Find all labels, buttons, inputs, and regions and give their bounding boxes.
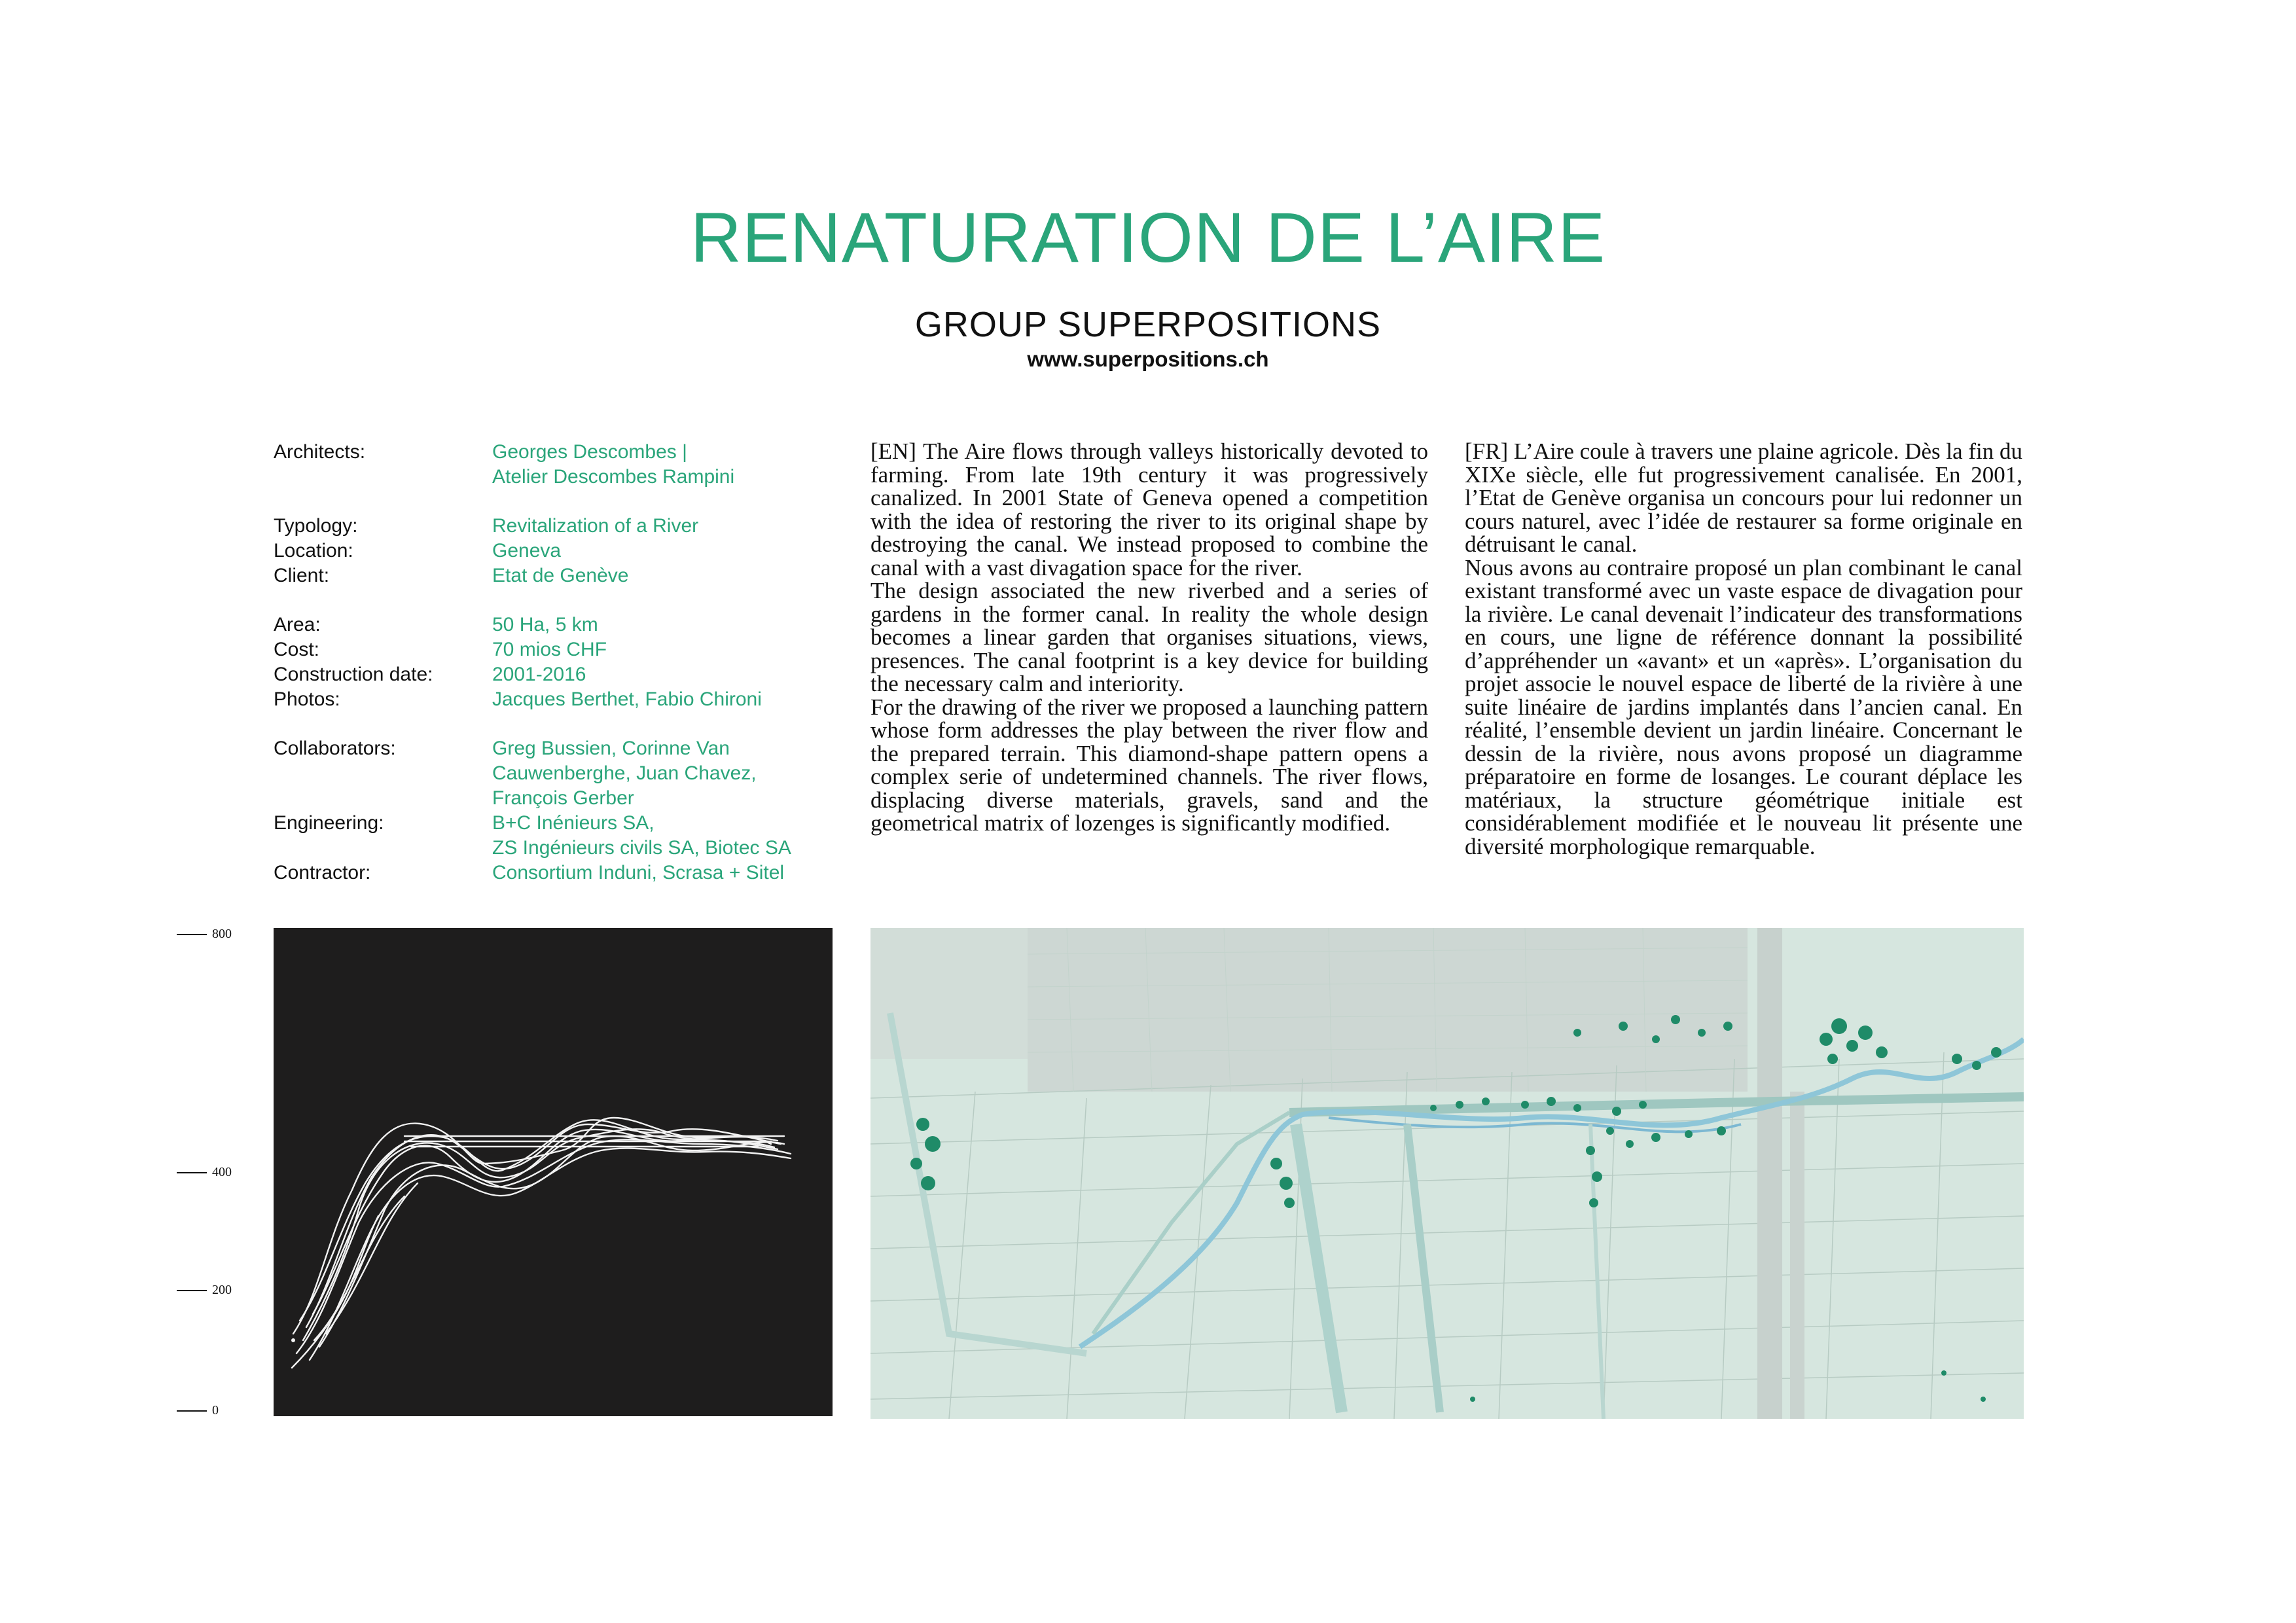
info-value: 50 Ha, 5 km xyxy=(492,614,598,635)
info-value: François Gerber xyxy=(492,787,634,809)
website-link[interactable]: www.superpositions.ch xyxy=(1027,347,1269,371)
paragraph: [FR] L’Aire coule à travers une plaine agricole. Dès la fin du XIXe siècle, elle fut progressivement canalisée. En 2001, l’Etat de Genève organisa un concours pour lui redonner un cours naturel, avec l’idée de restaurer sa forme originale en détruisant le canal. xyxy=(1465,438,2023,557)
info-label: Cost: xyxy=(274,639,320,660)
info-label: Photos: xyxy=(274,688,340,710)
info-value: Cauwenberghe, Juan Chavez, xyxy=(492,762,757,784)
info-row-photos xyxy=(274,687,863,712)
info-value: Etat de Genève xyxy=(492,565,629,586)
info-row-contractor xyxy=(274,861,863,885)
info-value: Consortium Induni, Scrasa + Sitel xyxy=(492,862,785,883)
info-row-collaborators xyxy=(274,736,863,811)
info-row-engineering xyxy=(274,811,863,861)
scale-mark: 200 xyxy=(177,1283,232,1298)
info-value: Georges Descombes | xyxy=(492,441,687,463)
scale-mark: 800 xyxy=(177,927,232,942)
info-row-architects xyxy=(274,440,863,490)
info-value: Jacques Berthet, Fabio Chironi xyxy=(492,688,762,710)
page-title: RENATURATION DE L’AIRE xyxy=(690,198,1606,277)
info-label: Contractor: xyxy=(274,862,371,883)
info-label: Construction date: xyxy=(274,664,433,685)
info-row-typology xyxy=(274,514,863,539)
info-value: 2001-2016 xyxy=(492,664,586,685)
scale-mark: 0 xyxy=(177,1403,219,1418)
scale-mark: 400 xyxy=(177,1165,232,1180)
info-label: Engineering: xyxy=(274,812,384,834)
info-row-location xyxy=(274,539,863,563)
river-pattern-drawing xyxy=(274,928,833,1416)
paragraph: [EN] The Aire flows through valleys historically devoted to farming. From late 19th century it was progressively canalized. In 2001 State of Geneva opened a competition with the idea of restoring the river to its original shape by destroying the canal. We instead proposed to combine the canal with a vast divagation space for the river. xyxy=(870,438,1428,580)
french-description xyxy=(1465,440,2022,858)
info-value: B+C Inénieurs SA, xyxy=(492,812,655,834)
info-value: 70 mios CHF xyxy=(492,639,607,660)
info-label: Architects: xyxy=(274,441,366,463)
project-info xyxy=(274,440,863,885)
info-label: Location: xyxy=(274,540,353,562)
paragraph: Nous avons au contraire proposé un plan combinant le canal existant transformé avec un vaste espace de divagation pour la rivière. Le canal devenait l’indicateur des transformations en cours, une ligne de référence donnant la possibilité d’appréhender un «avant» et un «après». L’organisation du projet associe le nouvel espace de liberté de la rivière à une suite linéaire de jardins implantés dans l’ancien canal. En réalité, l’ensemble devient un jardin linéaire. Concernant le dessin de la rivière, nous avons proposé un diagramme préparatoire en forme de losanges. Le courant déplace les matériaux, la structure géométrique initiale est considérablement modifiée et le nouveau lit présente une diversité morphologique remarquable. xyxy=(1465,554,2022,859)
group-name: GROUP SUPERPOSITIONS xyxy=(914,305,1382,344)
info-value: Geneva xyxy=(492,540,562,562)
info-row-client xyxy=(274,563,863,588)
paragraph: For the drawing of the river we proposed a launching pattern whose form addresses the play between the river flow and the prepared terrain. This diamond-shape pattern opens a complex serie of undetermined channels. The river flows, displacing diverse materials, gravels, sand and the geometrical matrix of lozenges is significantly modified. xyxy=(870,694,1428,836)
english-description xyxy=(870,440,1428,835)
info-label: Collaborators: xyxy=(274,738,396,759)
info-label: Typology: xyxy=(274,515,358,537)
info-row-construction-date xyxy=(274,662,863,687)
info-value: Revitalization of a River xyxy=(492,515,699,537)
info-row-area xyxy=(274,613,863,637)
paragraph: The design associated the new riverbed and a series of gardens in the former canal. In reality the whole design becomes a linear garden that organises situations, views, presences. The canal footprint is a key device for building the necessary calm and interiority. xyxy=(870,578,1428,696)
info-label: Client: xyxy=(274,565,330,586)
info-value: ZS Ingénieurs civils SA, Biotec SA xyxy=(492,837,791,859)
site-plan-map xyxy=(870,928,2024,1419)
info-label: Area: xyxy=(274,614,321,635)
info-row-cost xyxy=(274,637,863,662)
info-value: Atelier Descombes Rampini xyxy=(492,466,735,488)
info-value: Greg Bussien, Corinne Van xyxy=(492,738,730,759)
